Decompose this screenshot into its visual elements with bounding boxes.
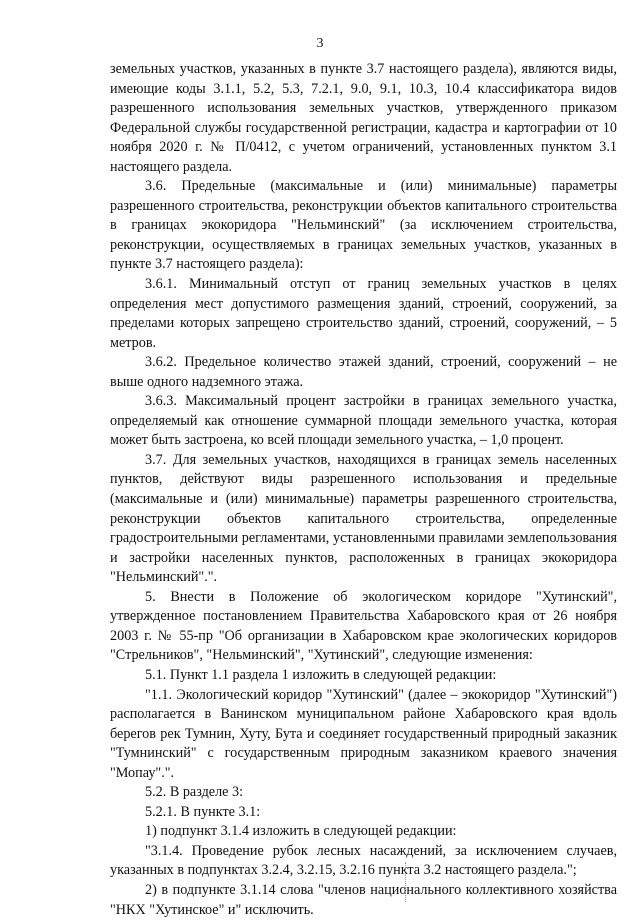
- paragraph-1-1-quote: "1.1. Экологический коридор "Хутинский" (далее – экокоридор "Хутинский") располагается в Ванинском муниципальном районе Хабаровского края вдоль берегов рек Тумнин, Хуту, Бута и соединяет государственный природный заказник "Тумнинский" с государственным природным заказником краевого значения "Мопау".".: [110, 686, 617, 781]
- paragraph-subitem-2: 2) в подпункте 3.1.14 слова "членов национального коллективного хозяйства "НКХ "Хутинское" и" исключить.: [110, 881, 617, 918]
- paragraph-5-1: 5.1. Пункт 1.1 раздела 1 изложить в следующей редакции:: [145, 666, 497, 683]
- page-number: 3: [316, 36, 324, 51]
- paragraph-5-2-1: 5.2.1. В пункте 3.1:: [145, 803, 261, 820]
- paragraph-3-6: 3.6. Предельные (максимальные и (или) минимальные) параметры разрешенного строительства, реконструкции объектов капитального строительства в границах экокоридора "Нельминский" (за исключением строительства, реконструкции, осуществляемых в границах земельных участков, указанных в пункте 3.7 настоящего раздела):: [110, 178, 617, 273]
- paragraph-3-7: 3.7. Для земельных участков, находящихся в границах земель населенных пунктов, действуют виды разрешенного использования и предельные (максимальные и (или) минимальные) параметры разрешенного строительства, реконструкции объектов капитального строительства, определенные градостроительными регламентами, установленными правилами землепользования и застройки населенных пунктов, расположенных в границах экокоридора "Нельминский".".: [110, 451, 617, 586]
- document-body: [110, 60, 617, 920]
- paragraph-3-6-2: 3.6.2. Предельное количество этажей зданий, строений, сооружений – не выше одного надземного этажа.: [110, 354, 617, 390]
- paragraph-3-1-4-quote: "3.1.4. Проведение рубок лесных насаждений, за исключением случаев, указанных в подпунктах 3.2.4, 3.2.15, 3.2.16 пункта 3.2 настоящего раздела.";: [110, 842, 617, 879]
- paragraph-3-6-1: 3.6.1. Минимальный отступ от границ земельных участков в целях определения мест допустимого размещения зданий, строений, сооружений, за пределами которых запрещено строительство зданий, строений, сооружений, – 5 метров.: [110, 276, 617, 351]
- paragraph-5: 5. Внести в Положение об экологическом коридоре "Хутинский", утвержденное постановлением Правительства Хабаровского края от 26 ноября 2003 г. № 55-пр "Об организации в Хабаровском крае экологических коридоров "Стрельников", "Нельминский", "Хутинский", следующие изменения:: [110, 588, 617, 664]
- paragraph-subitem-1: 1) подпункт 3.1.4 изложить в следующей редакции:: [145, 823, 457, 840]
- paragraph-5-2: 5.2. В разделе 3:: [145, 784, 244, 801]
- scan-artifact: [405, 862, 414, 902]
- paragraph-3-6-3: 3.6.3. Максимальный процент застройки в границах земельного участка, определяемый как отношение суммарной площади земельного участка, которая может быть застроена, ко всей площади земельного участка, – 1,0 процент.: [110, 393, 617, 449]
- paragraph-continuation: земельных участков, указанных в пункте 3.7 настоящего раздела), являются виды, имеющие коды 3.1.1, 5.2, 5.3, 7.2.1, 9.0, 9.1, 10.3, 10.4 классификатора видов разрешенного использования земельных участков, утвержденного приказом Федеральной службы государственной регистрации, кадастра и картографии от 10 ноября 2020 г. № П/0412, с учетом ограничений, установленных пунктом 3.1 настоящего раздела.: [110, 61, 617, 175]
